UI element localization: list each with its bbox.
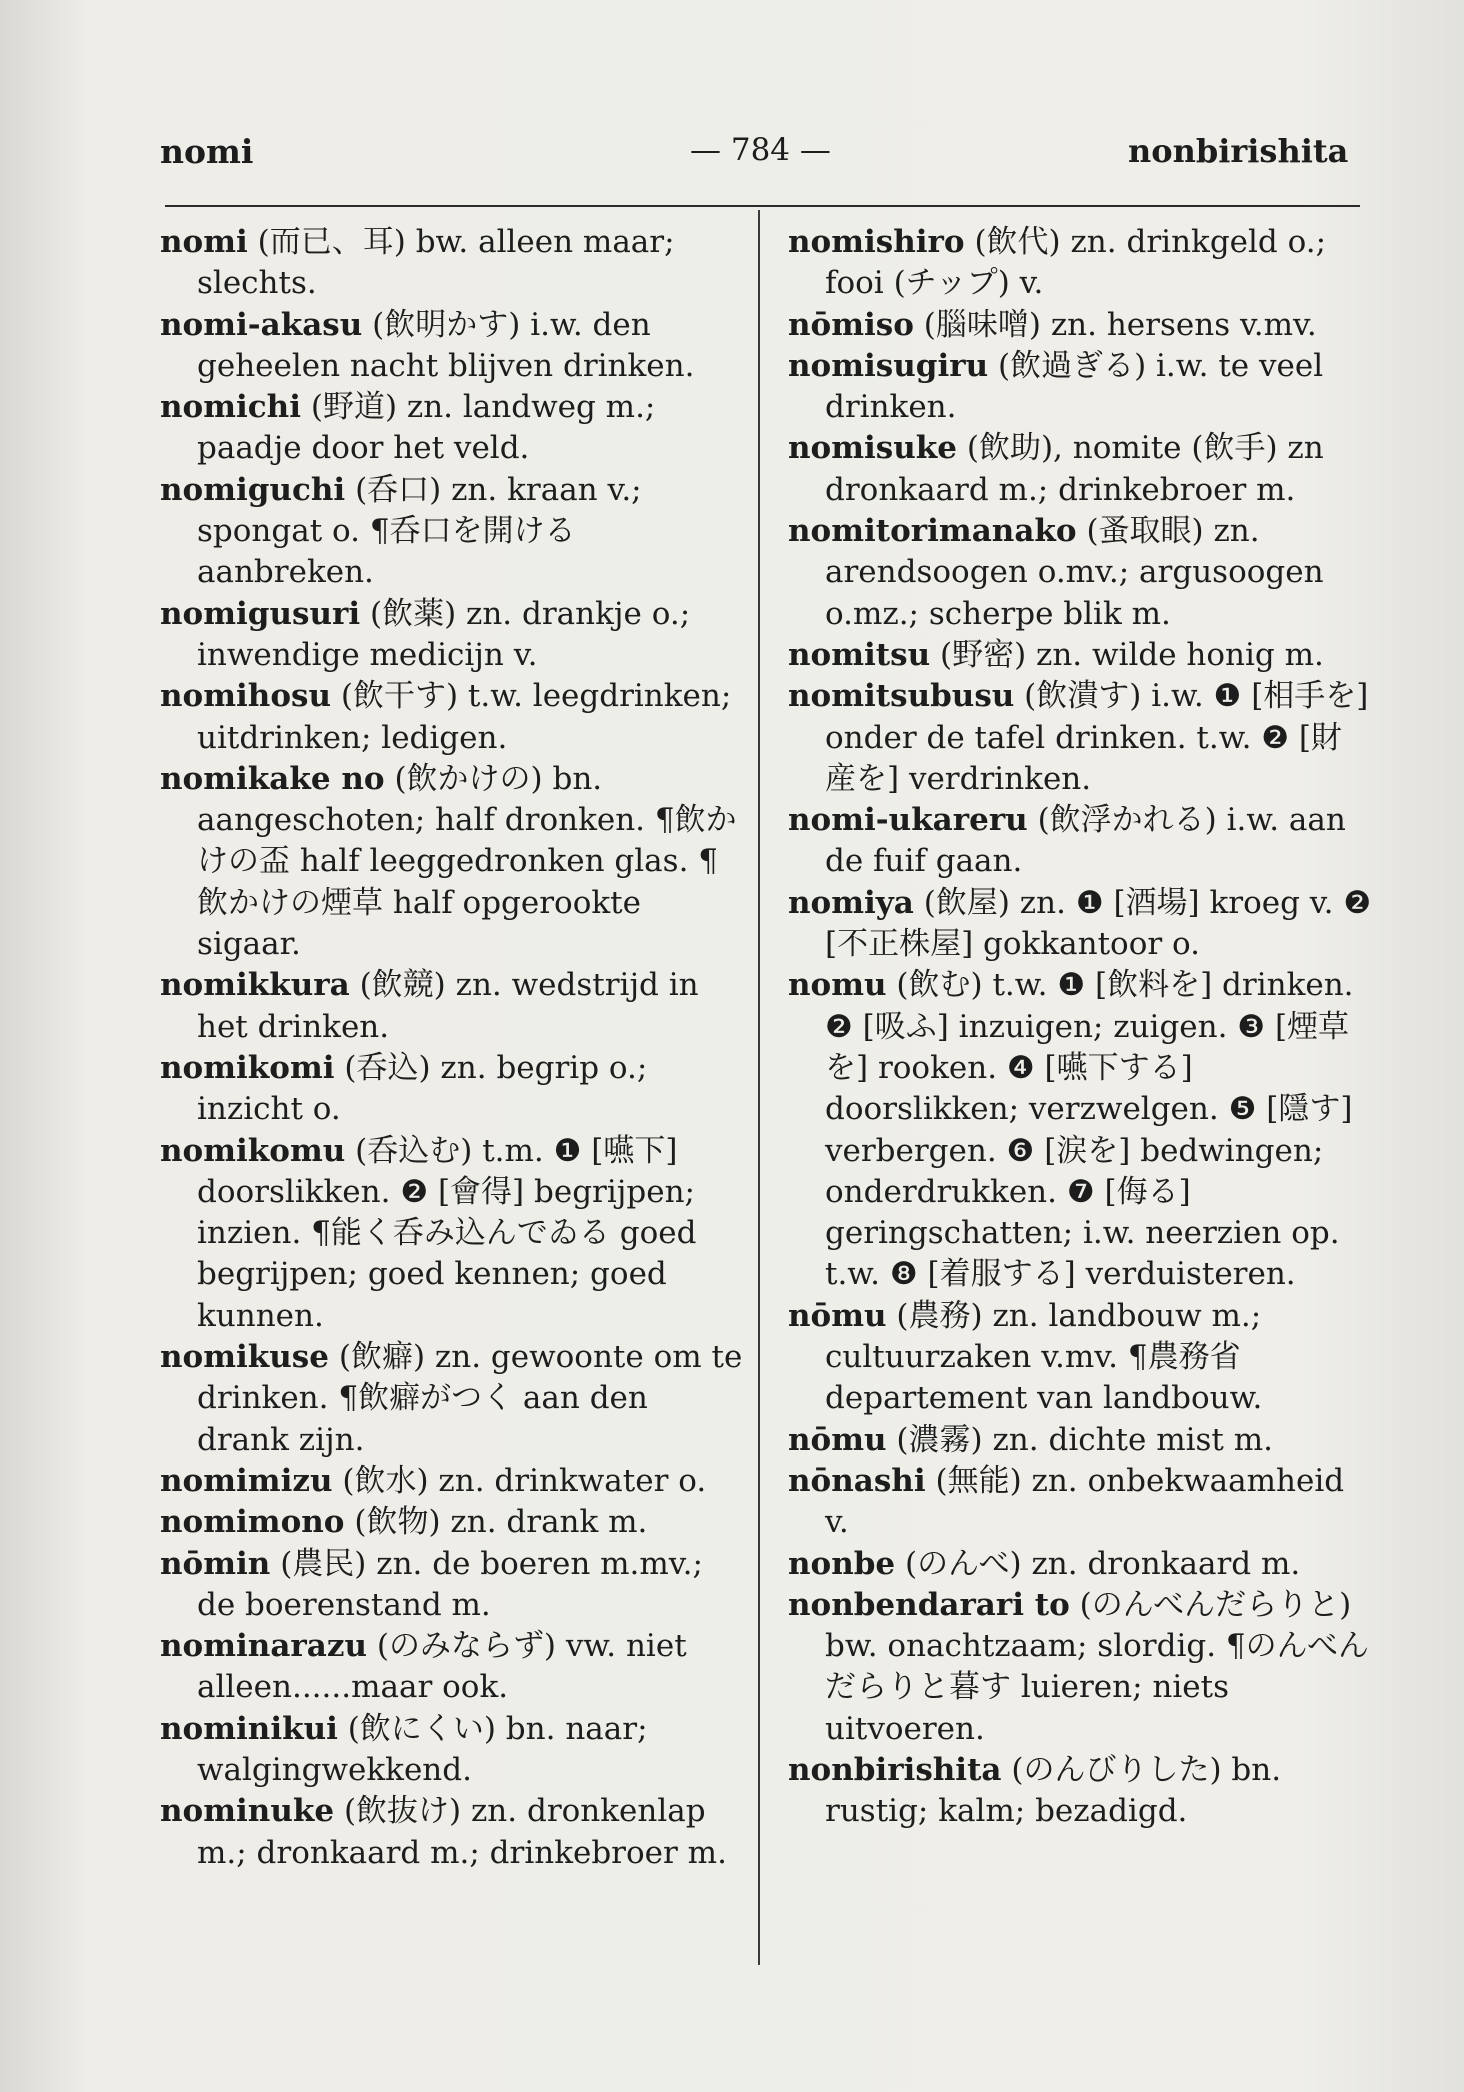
entry-headword: nomimono (160, 1504, 345, 1541)
dictionary-entry (788, 428, 1373, 511)
dictionary-entry (160, 1709, 745, 1792)
entry-definition: (呑込む) t.m. ❶ [嚥下] doorslikken. ❷ [會得] begrijpen; inzien. ¶能く呑み込んでゐる goed begrijpen; goed kennen; goed kunnen. (197, 1132, 697, 1334)
entry-definition: (農務) zn. landbouw m.; cultuurzaken v.mv. ¶農務省 departement van landbouw. (825, 1297, 1263, 1417)
dictionary-entry (160, 1544, 745, 1627)
entry-headword: nomisugiru (788, 347, 989, 384)
entry-headword: nomikomu (160, 1132, 346, 1169)
entry-headword: nominuke (160, 1793, 335, 1830)
entry-definition: (飲代) zn. drinkgeld o.; fooi (チップ) v. (825, 224, 1327, 302)
dictionary-entry (788, 346, 1373, 429)
entry-headword: nonbe (788, 1545, 896, 1582)
entry-definition: (飲競) zn. wedstrijd in het drinken. (197, 967, 699, 1045)
entry-definition: (濃霧) zn. dichte mist m. (896, 1421, 1273, 1458)
entry-definition: (飲潰す) i.w. ❶ [相手を] onder de tafel drinken. t.w. ❷ [財産を] verdrinken. (825, 678, 1369, 797)
entry-headword: nomi (160, 224, 248, 260)
entry-headword: nōmu (788, 1421, 887, 1458)
entry-definition: (野密) zn. wilde honig m. (939, 636, 1324, 673)
entry-definition: (飲抜け) zn. dronkenlap m.; dronkaard m.; drinkebroer m. (197, 1793, 727, 1871)
entry-headword: nomigusuri (160, 595, 361, 632)
entry-headword: nomisuke (788, 430, 957, 467)
entry-definition: (飲水) zn. drinkwater o. (342, 1462, 707, 1499)
entry-definition: (呑口) zn. kraan v.; spongat o. ¶呑口を開ける aanbreken. (197, 471, 642, 591)
dictionary-entry (788, 1750, 1373, 1833)
running-head-right: nonbirishita (1128, 132, 1349, 170)
entry-definition: (のみならず) vw. niet alleen......maar ook. (197, 1628, 687, 1706)
dictionary-entry (160, 1502, 745, 1543)
dictionary-entry (160, 594, 745, 677)
dictionary-entry (788, 305, 1373, 346)
dictionary-entry (160, 1337, 745, 1461)
entry-headword: nomikomi (160, 1049, 335, 1086)
right-column (788, 222, 1373, 1833)
entry-definition: (飲にくい) bn. naar; walgingwekkend. (197, 1710, 648, 1788)
dictionary-entry (788, 800, 1373, 883)
entry-definition: (飲物) zn. drank m. (354, 1504, 648, 1541)
entry-definition: (飲む) t.w. ❶ [飲料を] drinken. ❷ [吸ふ] inzuigen; zuigen. ❸ [煙草を] rooken. ❹ [嚥下する] doorslikken; verzwelgen. ❺ [隱す] verbergen. ❻ [涙を] bedwingen; onderdrukken. ❼ [侮る] geringschatten; i.w. neerzien op. t.w. ❽ [着服する] verduisteren. (825, 967, 1354, 1293)
dictionary-entry (788, 965, 1373, 1295)
entry-definition: (蚤取眼) zn. arendsoogen o.mv.; argusoogen o.mz.; scherpe blik m. (825, 513, 1324, 632)
entry-definition: (のんべんだらりと) bw. onachtzaam; slordig. ¶のんべんだらりと暮す luieren; niets uitvoeren. (825, 1586, 1370, 1747)
left-column (160, 222, 745, 1874)
entry-definition: (飲癖) zn. gewoonte om te drinken. ¶飲癖がつく aan den drank zijn. (197, 1339, 743, 1458)
entry-definition: (飲明かす) i.w. den geheelen nacht blijven drinken. (197, 306, 695, 384)
entry-definition: (而已、耳) bw. alleen maar; slechts. (197, 224, 675, 302)
entry-headword: nōmin (160, 1545, 271, 1582)
entry-headword: nomikuse (160, 1339, 329, 1376)
entry-headword: nomi-akasu (160, 306, 363, 343)
entry-definition: (腦味噌) zn. hersens v.mv. (923, 306, 1317, 343)
dictionary-entry (788, 1544, 1373, 1585)
entry-headword: nominikui (160, 1710, 338, 1747)
dictionary-entry (160, 1791, 745, 1874)
dictionary-entry (160, 759, 745, 965)
entry-headword: nomitsubusu (788, 678, 1015, 715)
dictionary-entry (160, 305, 745, 388)
dictionary-entry (160, 676, 745, 759)
entry-definition: (呑込) zn. begrip o.; inzicht o. (197, 1049, 648, 1128)
entry-headword: nōnashi (788, 1462, 926, 1499)
entry-definition: (のんべ) zn. dronkaard m. (905, 1545, 1301, 1582)
entry-headword: nomimizu (160, 1462, 333, 1499)
entry-headword: nōmu (788, 1297, 887, 1334)
entry-definition: (飲かけの) bn. aangeschoten; half dronken. ¶飲かけの盃 half leeggedronken glas. ¶飲かけの煙草 half opgerookte sigaar. (197, 760, 737, 963)
entry-headword: nonbendarari to (788, 1586, 1070, 1623)
entry-headword: nomu (788, 967, 887, 1004)
dictionary-entry (160, 470, 745, 594)
entry-headword: nomitorimanako (788, 513, 1077, 550)
dictionary-entry (160, 965, 745, 1048)
entry-definition: (無能) zn. onbekwaamheid v. (825, 1462, 1345, 1541)
dictionary-entry (788, 222, 1373, 305)
dictionary-entry (160, 387, 745, 470)
dictionary-entry (788, 511, 1373, 635)
entry-headword: nomi-ukareru (788, 802, 1028, 839)
entry-definition: (飲薬) zn. drankje o.; inwendige medicijn v. (197, 595, 691, 673)
dictionary-entry (160, 1131, 745, 1337)
dictionary-entry (788, 1461, 1373, 1544)
entry-definition: (野道) zn. landweg m.; paadje door het veld. (197, 389, 656, 467)
entry-definition: (農民) zn. de boeren m.mv.; de boerenstand m. (197, 1545, 703, 1623)
entry-headword: nominarazu (160, 1628, 367, 1665)
entry-definition: (飲過ぎる) i.w. te veel drinken. (825, 347, 1324, 426)
entry-headword: nonbirishita (788, 1751, 1002, 1788)
dictionary-entry (788, 676, 1373, 800)
entry-headword: nomikake no (160, 760, 385, 797)
dictionary-entry (160, 1626, 745, 1709)
entry-definition: (飲助), nomite (飲手) zn dronkaard m.; drinkebroer m. (825, 430, 1324, 508)
dictionary-entry (788, 1420, 1373, 1461)
column-divider (758, 210, 760, 1965)
dictionary-entry (788, 1296, 1373, 1420)
running-head-left: nomi (160, 132, 254, 171)
dictionary-entry (788, 1585, 1373, 1750)
entry-headword: nomihosu (160, 678, 331, 715)
entry-headword: nomiguchi (160, 471, 346, 508)
header-rule (165, 205, 1360, 207)
dictionary-entry (788, 635, 1373, 676)
entry-definition: (飲浮かれる) i.w. aan de fuif gaan. (825, 802, 1346, 880)
entry-definition: (のんびりした) bn. rustig; kalm; bezadigd. (825, 1751, 1282, 1830)
dictionary-entry (160, 222, 745, 305)
page-number: — 784 — (690, 132, 831, 168)
entry-headword: nōmiso (788, 306, 914, 343)
dictionary-entry (160, 1461, 745, 1502)
entry-definition: (飲屋) zn. ❶ [酒場] kroeg v. ❷ [不正株屋] gokkantoor o. (825, 884, 1372, 963)
entry-headword: nomitsu (788, 636, 931, 673)
entry-headword: nomishiro (788, 224, 965, 260)
entry-headword: nomichi (160, 389, 301, 426)
dictionary-entry (160, 1048, 745, 1131)
entry-headword: nomiya (788, 884, 914, 921)
entry-headword: nomikkura (160, 967, 350, 1004)
entry-definition: (飲干す) t.w. leegdrinken; uitdrinken; ledigen. (197, 678, 732, 756)
dictionary-entry (788, 883, 1373, 966)
